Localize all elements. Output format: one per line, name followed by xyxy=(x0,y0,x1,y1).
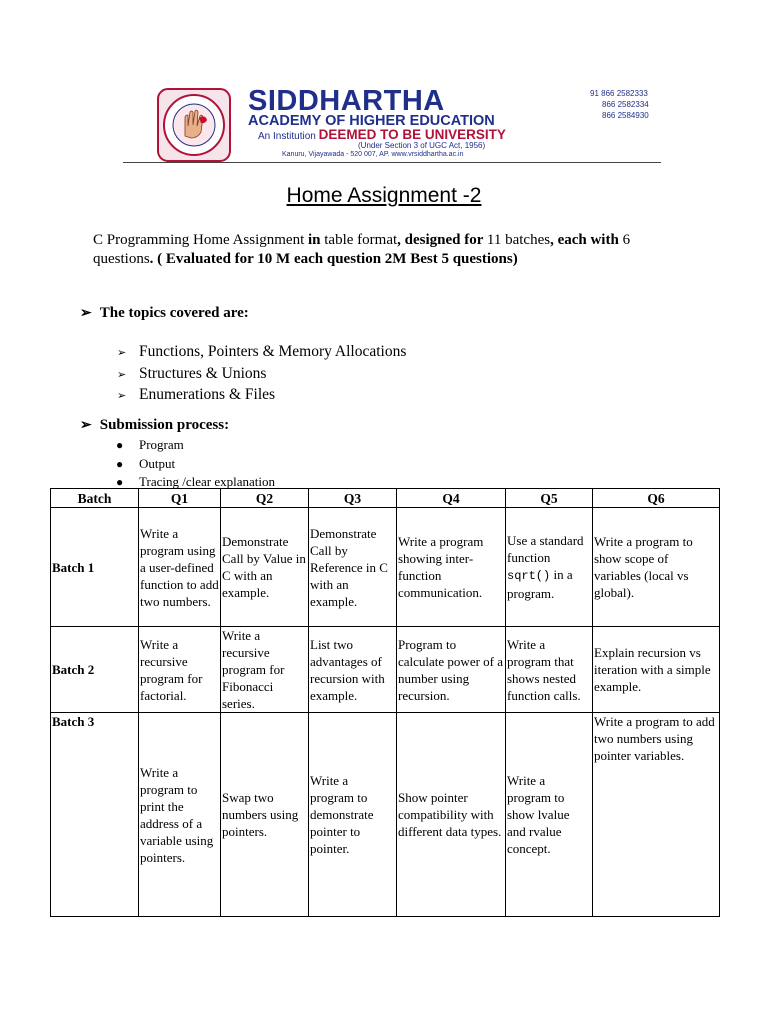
step-text: Tracing /clear explanation xyxy=(139,474,275,489)
table-row xyxy=(51,713,720,917)
header-divider xyxy=(123,162,661,163)
list-item xyxy=(117,364,406,386)
column-header: Q1 xyxy=(139,489,221,508)
step-text: Program xyxy=(139,437,184,452)
column-header: Batch xyxy=(51,489,139,508)
step-text: Output xyxy=(139,455,176,471)
arrow-bullet-icon: ➢ xyxy=(117,390,127,402)
topics-list xyxy=(117,342,406,407)
submission-heading xyxy=(80,417,229,434)
column-header: Q3 xyxy=(309,489,397,508)
list-item xyxy=(116,455,275,474)
question-cell: Demonstrate Call by Reference in C with an example. xyxy=(309,508,397,627)
arrow-bullet-icon: ➢ xyxy=(80,306,92,321)
question-cell: Write a program using a user-defined function to add two numbers. xyxy=(139,508,221,627)
phone-number: 866 2582334 xyxy=(602,100,649,109)
question-cell: Write a program that shows nested function calls. xyxy=(506,627,593,713)
bullet-icon: ● xyxy=(116,438,124,452)
question-cell: Swap two numbers using pointers. xyxy=(221,713,309,917)
question-cell: Write a program to print the address of a variable using pointers. xyxy=(139,713,221,917)
intro-paragraph xyxy=(93,231,653,269)
submission-heading-text: Submission process: xyxy=(99,417,230,433)
topics-heading xyxy=(80,305,249,322)
code-snippet: sqrt() xyxy=(507,569,551,583)
assignment-table xyxy=(50,488,720,917)
phone-number: 866 2584930 xyxy=(602,111,649,120)
institution-subtitle: ACADEMY OF HIGHER EDUCATION xyxy=(248,113,495,129)
list-item xyxy=(117,342,406,364)
question-text: Use a standard function xyxy=(507,533,584,565)
arrow-bullet-icon: ➢ xyxy=(117,347,127,359)
question-cell: Write a program to show lvalue and rvalue concept. xyxy=(506,713,593,917)
institution-logo xyxy=(157,88,231,162)
topic-text: Structures & Unions xyxy=(139,364,267,382)
question-cell: Show pointer compatibility with different data types. xyxy=(397,713,506,917)
question-cell: Program to calculate power of a number using recursion. xyxy=(397,627,506,713)
institution-prefix: An Institution xyxy=(258,131,316,142)
question-text: in a program. xyxy=(507,567,573,601)
institution-name: SIDDHARTHA xyxy=(248,85,445,117)
submission-steps-list xyxy=(116,436,275,492)
table-row xyxy=(51,508,720,627)
table-row xyxy=(51,627,720,713)
intro-text: . ( Evaluated for 10 M each question 2M Best 5 questions) xyxy=(149,251,518,267)
document-title: Home Assignment -2 xyxy=(286,184,482,207)
arrow-bullet-icon: ➢ xyxy=(117,368,127,381)
question-cell: Write a program to demonstrate pointer to pointer. xyxy=(309,713,397,917)
intro-text: , each with xyxy=(550,232,623,248)
question-cell: Write a recursive program for factorial. xyxy=(139,627,221,713)
list-item xyxy=(116,436,275,455)
question-cell: Demonstrate Call by Value in C with an example. xyxy=(221,508,309,627)
column-header: Q5 xyxy=(506,489,593,508)
bullet-icon: ● xyxy=(116,456,124,471)
question-cell: Write a program showing inter-function communication. xyxy=(397,508,506,627)
table-header-row xyxy=(51,489,720,508)
batch-cell: Batch 1 xyxy=(51,508,139,627)
institution-address: Kanuru, Vijayawada - 520 007, AP. www.vrsiddhartha.ac.in xyxy=(282,151,464,158)
intro-text: C Programming Home Assignment xyxy=(93,232,308,248)
question-cell xyxy=(506,508,593,627)
batch-cell: Batch 3 xyxy=(51,713,139,917)
arrow-bullet-icon: ➢ xyxy=(80,418,92,433)
intro-text: in xyxy=(308,232,321,248)
topic-text: Functions, Pointers & Memory Allocations xyxy=(139,343,407,360)
column-header: Q6 xyxy=(593,489,720,508)
batch-cell: Batch 2 xyxy=(51,627,139,713)
topic-text: Enumerations & Files xyxy=(139,386,276,403)
phone-number: 91 866 2582333 xyxy=(590,89,648,98)
question-cell: Write a program to show scope of variables (local vs global). xyxy=(593,508,720,627)
intro-text: 11 batches xyxy=(486,232,551,248)
list-item xyxy=(117,385,406,407)
question-cell: Explain recursion vs iteration with a simple example. xyxy=(593,627,720,713)
deemed-university-label: DEEMED TO BE UNIVERSITY xyxy=(318,127,506,142)
intro-text: , designed for xyxy=(397,232,487,248)
question-cell: Write a recursive program for Fibonacci series. xyxy=(221,627,309,713)
ugc-section-text: (Under Section 3 of UGC Act, 1956) xyxy=(358,141,486,150)
question-cell: Write a program to add two numbers using pointer variables. xyxy=(593,713,720,917)
intro-text: 6 questions xyxy=(93,232,631,267)
column-header: Q4 xyxy=(397,489,506,508)
column-header: Q2 xyxy=(221,489,309,508)
bullet-icon: ● xyxy=(116,475,124,489)
intro-text: table format xyxy=(320,232,398,248)
topics-heading-text: The topics covered are: xyxy=(99,305,249,321)
phone-numbers xyxy=(590,88,649,121)
question-cell: List two advantages of recursion with example. xyxy=(309,627,397,713)
